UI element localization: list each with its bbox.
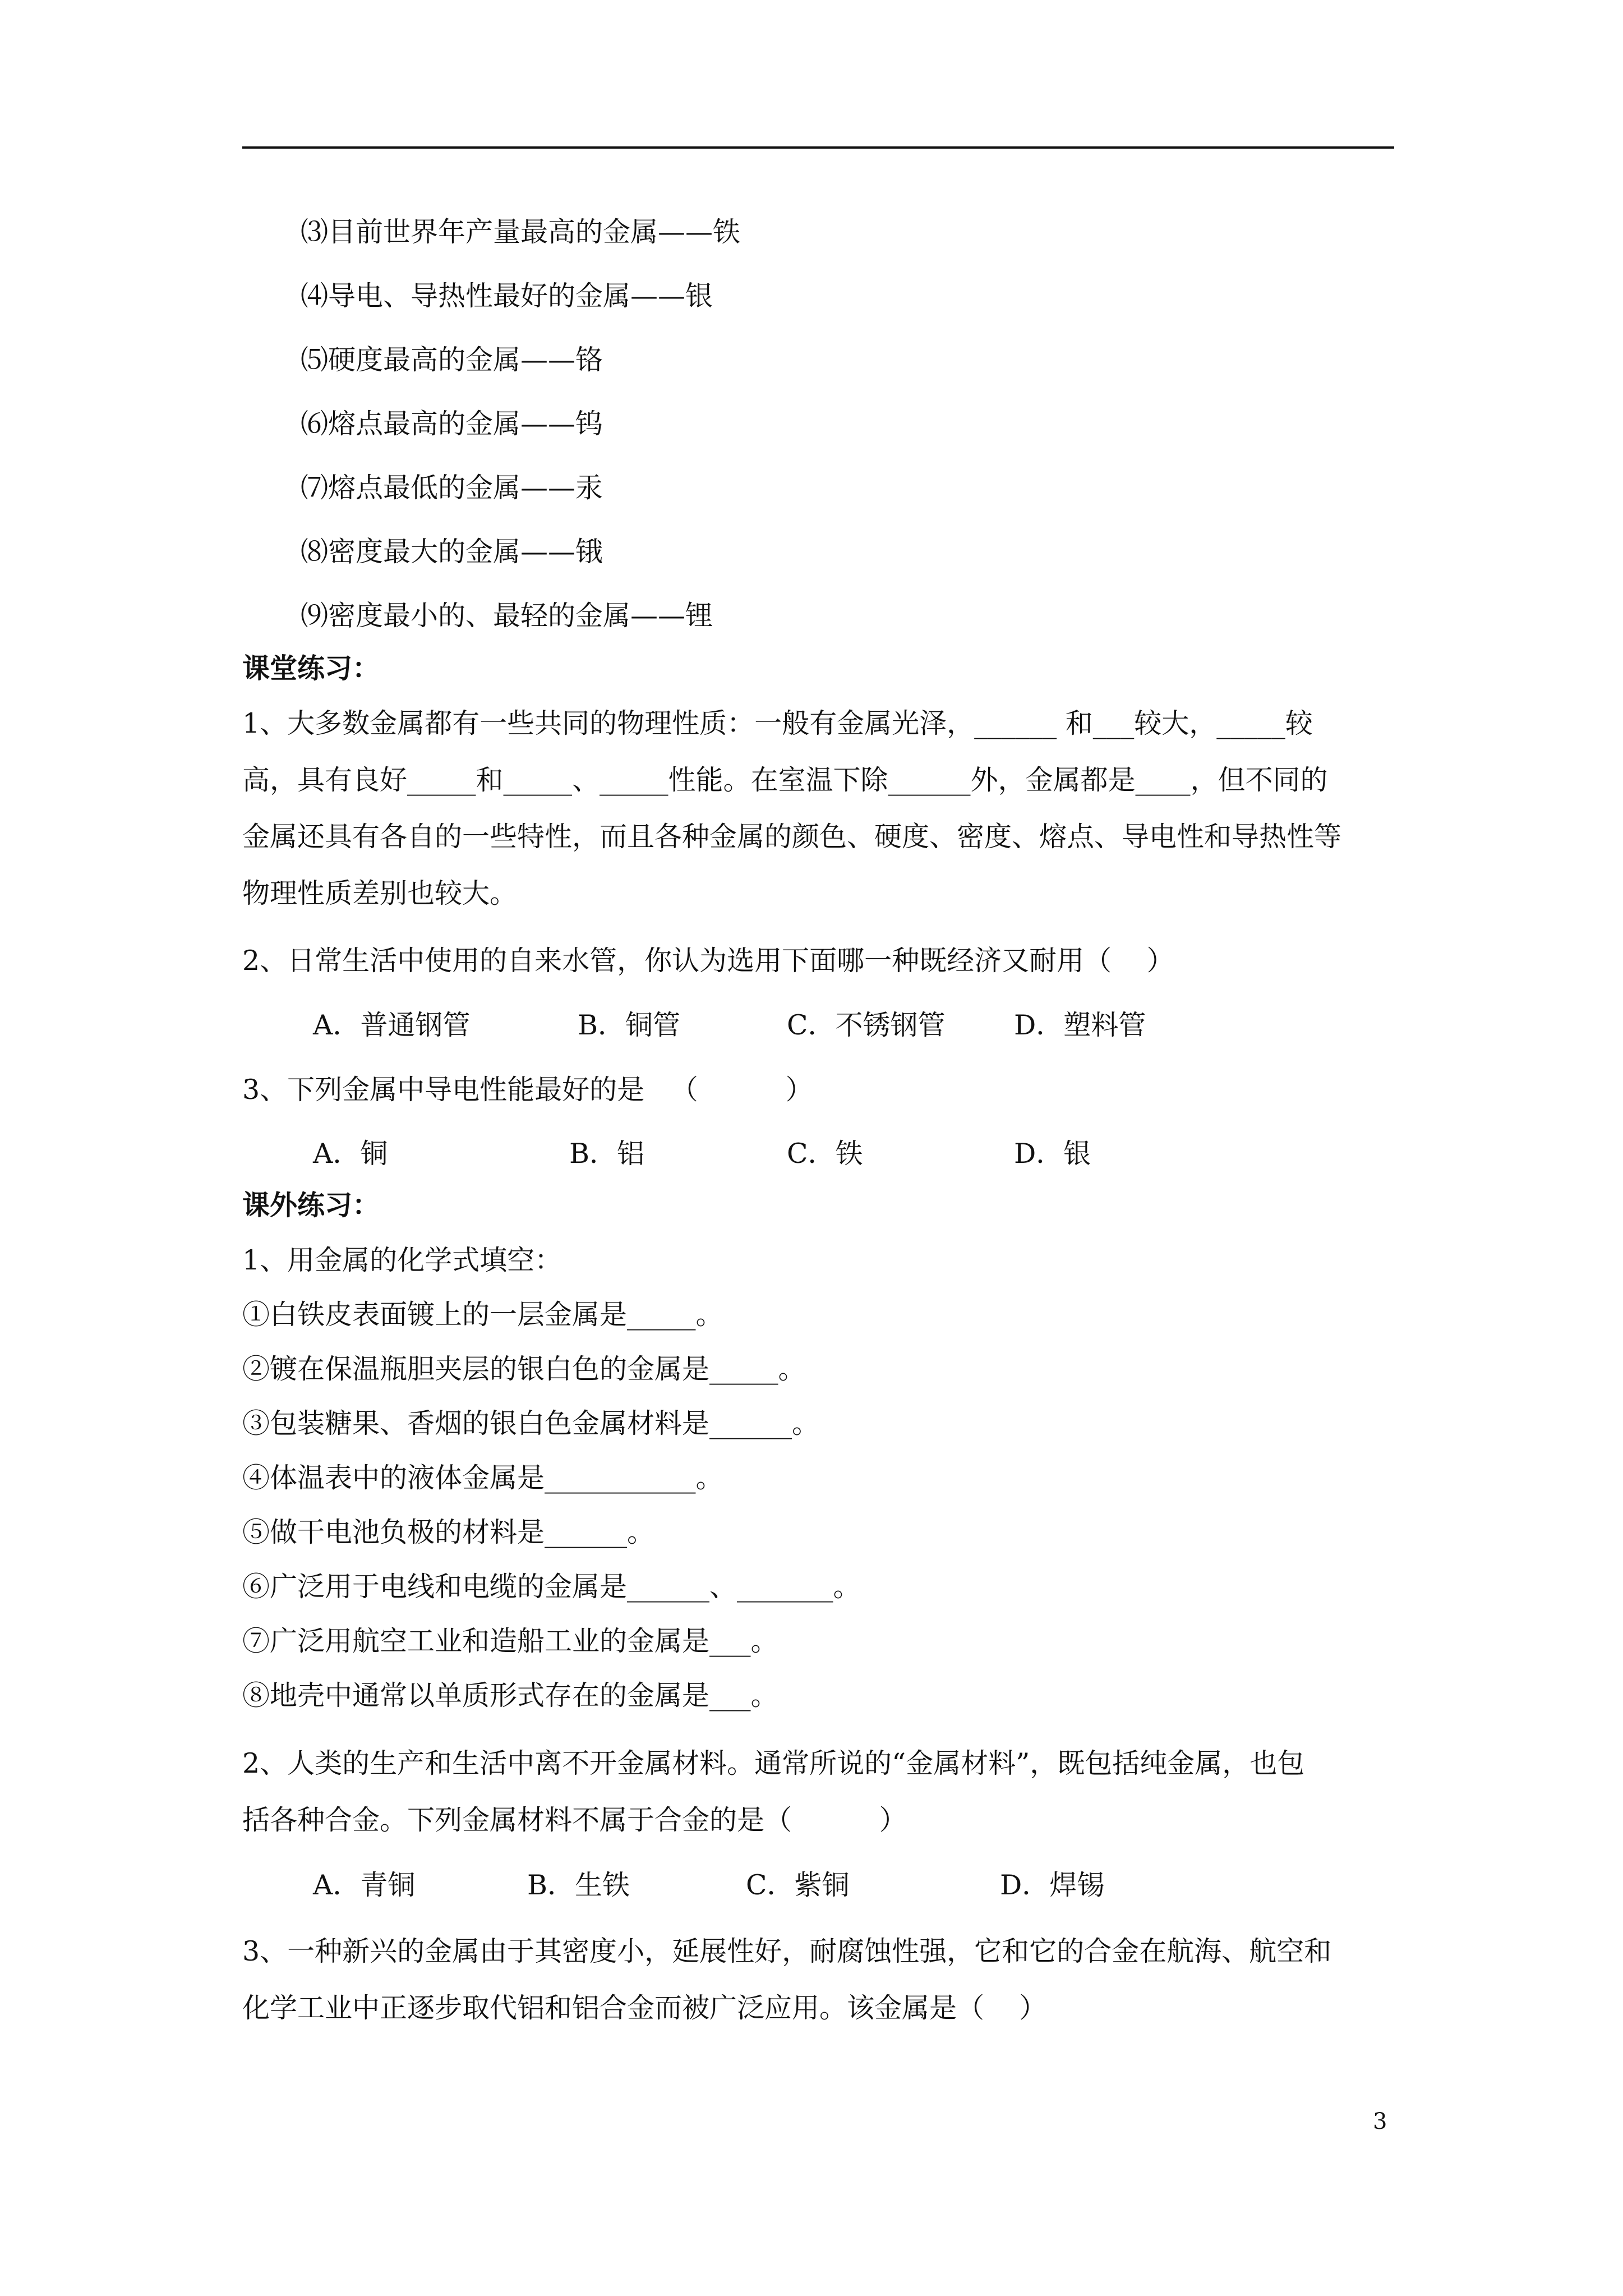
homework-q2-option-b: B．生铁 [527, 1869, 630, 1901]
classwork-q2-option-d: D．塑料管 [1014, 1009, 1146, 1041]
fact-line-5: ⑸硬度最高的金属——铬 [301, 344, 603, 376]
classwork-q1-line-3: 金属还具有各自的一些特性，而且各种金属的颜色、硬度、密度、熔点、导电性和导热性等 [242, 821, 1342, 853]
fact-line-8: ⑻密度最大的金属——锇 [301, 536, 603, 568]
header-rule [242, 146, 1394, 149]
classwork-q3-stem: 3、下列金属中导电性能最好的是 （ ） [242, 1074, 813, 1106]
homework-q1-item-1: ①白铁皮表面镀上的一层金属是_____。 [242, 1299, 723, 1331]
classwork-q2-option-a: A．普通钢管 [313, 1009, 471, 1041]
homework-q2-line-1: 2、人类的生产和生活中离不开金属材料。通常所说的“金属材料”，既包括纯金属，也包 [242, 1747, 1305, 1779]
classwork-q2-option-c: C．不锈钢管 [787, 1009, 946, 1041]
fact-line-4: ⑷导电、导热性最好的金属——银 [301, 280, 713, 312]
classwork-q3-option-b: B．铝 [569, 1138, 645, 1170]
classwork-heading: 课堂练习： [242, 652, 380, 684]
homework-q1-item-2: ②镀在保温瓶胆夹层的银白色的金属是_____。 [242, 1353, 806, 1385]
classwork-q3-option-d: D．银 [1014, 1138, 1091, 1170]
page-number: 3 [1373, 2109, 1387, 2134]
fact-line-3: ⑶目前世界年产量最高的金属——铁 [301, 216, 741, 248]
homework-heading: 课外练习： [242, 1189, 380, 1221]
classwork-q3-option-c: C．铁 [787, 1138, 863, 1170]
homework-q1-item-4: ④体温表中的液体金属是___________。 [242, 1462, 723, 1494]
homework-q2-line-2: 括各种合金。下列金属材料不属于合金的是（ ） [242, 1804, 907, 1836]
fact-line-7: ⑺熔点最低的金属——汞 [301, 472, 603, 504]
homework-q2-option-d: D．焊锡 [1000, 1869, 1105, 1901]
classwork-q3-option-a: A．铜 [313, 1138, 388, 1170]
homework-q1-item-3: ③包装糖果、香烟的银白色金属材料是______。 [242, 1407, 820, 1439]
fact-line-9: ⑼密度最小的、最轻的金属——锂 [301, 600, 713, 632]
homework-q1-item-8: ⑧地壳中通常以单质形式存在的金属是___。 [242, 1680, 778, 1711]
homework-q3-line-1: 3、一种新兴的金属由于其密度小，延展性好，耐腐蚀性强，它和它的合金在航海、航空和 [242, 1935, 1332, 1967]
homework-q2-option-c: C．紫铜 [746, 1869, 850, 1901]
homework-q1-item-5: ⑤做干电池负极的材料是______。 [242, 1516, 655, 1548]
homework-q1-stem: 1、用金属的化学式填空： [242, 1244, 562, 1276]
fact-line-6: ⑹熔点最高的金属——钨 [301, 408, 603, 440]
classwork-q2-option-b: B．铜管 [578, 1009, 681, 1041]
classwork-q1-line-4: 物理性质差别也较大。 [242, 877, 518, 909]
homework-q1-item-7: ⑦广泛用航空工业和造船工业的金属是___。 [242, 1625, 778, 1657]
homework-q2-option-a: A．青铜 [313, 1869, 416, 1901]
classwork-q1-line-2: 高，具有良好_____和_____、_____性能。在室温下除______外，金属都是____，但不同的 [242, 764, 1328, 796]
homework-q3-line-2: 化学工业中正逐步取代铝和铝合金而被广泛应用。该金属是（ ） [242, 1992, 1047, 2024]
classwork-q1-line-1: 1、大多数金属都有一些共同的物理性质：一般有金属光泽，______ 和___较大，_____较 [242, 707, 1313, 739]
homework-q1-item-6: ⑥广泛用于电线和电缆的金属是______、_______。 [242, 1571, 861, 1603]
classwork-q2-stem: 2、日常生活中使用的自来水管，你认为选用下面哪一种既经济又耐用（ ） [242, 945, 1174, 977]
